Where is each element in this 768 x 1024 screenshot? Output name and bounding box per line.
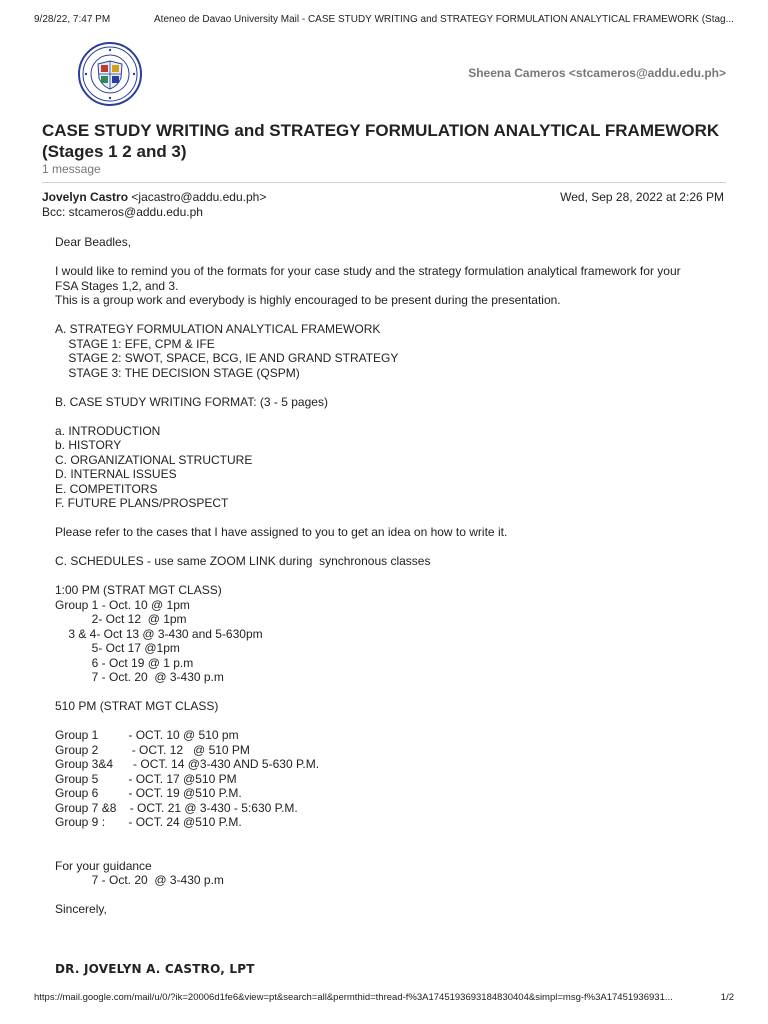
body-line <box>55 540 735 555</box>
body-line <box>55 888 735 903</box>
body-line: Group 2 - OCT. 12 @ 510 PM <box>55 742 250 757</box>
body-line: Group 5 - OCT. 17 @510 PM <box>55 771 237 786</box>
body-line: a. INTRODUCTION <box>55 423 161 438</box>
print-header <box>34 14 734 28</box>
body-line: Group 6 - OCT. 19 @510 P.M. <box>55 786 242 800</box>
email-subject: CASE STUDY WRITING and STRATEGY FORMULATION ANALYTICAL FRAMEWORK (Stages 1 2 and 3) <box>42 121 720 161</box>
body-line: C. ORGANIZATIONAL STRUCTURE <box>55 452 253 467</box>
sender-name: Jovelyn Castro <box>42 190 129 204</box>
body-line <box>55 685 735 700</box>
message-date: Wed, Sep 28, 2022 at 2:26 PM <box>560 190 724 204</box>
body-line: This is a group work and everybody is highly encouraged to be present during the presentation. <box>55 293 561 307</box>
body-line <box>55 511 735 526</box>
print-footer <box>34 992 734 1006</box>
body-line: STAGE 1: EFE, CPM & IFE <box>55 336 215 351</box>
body-line: Group 1 - OCT. 10 @ 510 pm <box>55 728 239 742</box>
body-line: 2- Oct 12 @ 1pm <box>55 612 187 626</box>
body-line: 3 & 4- Oct 13 @ 3-430 and 5-630pm <box>55 626 263 641</box>
university-seal-logo <box>78 42 142 106</box>
body-line <box>55 308 735 323</box>
page-url: https://mail.google.com/mail/u/0/?ik=20006d1fe6&view=pt&search=all&permthid=thread-f%3A1745193693184830404&simpl=msg-f%3A17451936931... <box>34 992 673 1003</box>
divider <box>42 182 726 183</box>
body-line: Group 7 &8 - OCT. 21 @ 3-430 - 5:630 P.M. <box>55 800 298 815</box>
page-number: 1/2 <box>720 992 734 1003</box>
body-line: 7 - Oct. 20 @ 3-430 p.m <box>55 670 224 684</box>
body-line: FSA Stages 1,2, and 3. <box>55 278 179 293</box>
body-line: 5- Oct 17 @1pm <box>55 641 180 655</box>
print-page-title: Ateneo de Davao University Mail - CASE STUDY WRITING and STRATEGY FORMULATION ANALYTICAL FRAMEWORK (Stag... <box>154 14 734 25</box>
body-line <box>55 250 735 265</box>
body-line: For your guidance <box>55 858 152 873</box>
body-line: Sincerely, <box>55 902 107 916</box>
body-line: STAGE 2: SWOT, SPACE, BCG, IE AND GRAND STRATEGY <box>55 351 399 365</box>
sender-email: <jacastro@addu.edu.ph> <box>131 190 267 204</box>
body-line: STAGE 3: THE DECISION STAGE (QSPM) <box>55 365 300 380</box>
account-email: Sheena Cameros <stcameros@addu.edu.ph> <box>468 66 726 80</box>
body-line: D. INTERNAL ISSUES <box>55 467 177 481</box>
body-line: Dear Beadles, <box>55 235 132 249</box>
body-line: b. HISTORY <box>55 438 122 452</box>
message-count: 1 message <box>42 162 101 176</box>
body-line <box>55 844 735 859</box>
sender-line <box>42 190 266 204</box>
body-line <box>55 380 735 395</box>
body-line <box>55 714 735 729</box>
body-line: I would like to remind you of the formats for your case study and the strategy formulation analytical framework for your <box>55 264 681 278</box>
print-timestamp: 9/28/22, 7:47 PM <box>34 14 111 25</box>
body-line: Group 1 - Oct. 10 @ 1pm <box>55 597 190 612</box>
bcc-line: Bcc: stcameros@addu.edu.ph <box>42 205 203 219</box>
body-line: 7 - Oct. 20 @ 3-430 p.m <box>55 873 224 887</box>
body-line: Group 3&4 - OCT. 14 @3-430 AND 5-630 P.M. <box>55 757 320 771</box>
body-line <box>55 569 735 584</box>
body-line: A. STRATEGY FORMULATION ANALYTICAL FRAMEWORK <box>55 322 381 336</box>
body-line: F. FUTURE PLANS/PROSPECT <box>55 496 229 510</box>
body-line: B. CASE STUDY WRITING FORMAT: (3 - 5 pages) <box>55 394 328 409</box>
body-line: Please refer to the cases that I have assigned to you to get an idea on how to write it. <box>55 525 508 539</box>
message-body <box>55 235 735 917</box>
body-line: Group 9 : - OCT. 24 @510 P.M. <box>55 815 242 829</box>
body-line: E. COMPETITORS <box>55 481 158 496</box>
body-line: 510 PM (STRAT MGT CLASS) <box>55 699 219 713</box>
body-line: 6 - Oct 19 @ 1 p.m <box>55 655 194 670</box>
body-line: 1:00 PM (STRAT MGT CLASS) <box>55 583 222 597</box>
signature: DR. JOVELYN A. CASTRO, LPT <box>55 962 255 976</box>
body-line <box>55 830 735 845</box>
body-line <box>55 409 735 424</box>
body-line: C. SCHEDULES - use same ZOOM LINK during synchronous classes <box>55 554 431 568</box>
